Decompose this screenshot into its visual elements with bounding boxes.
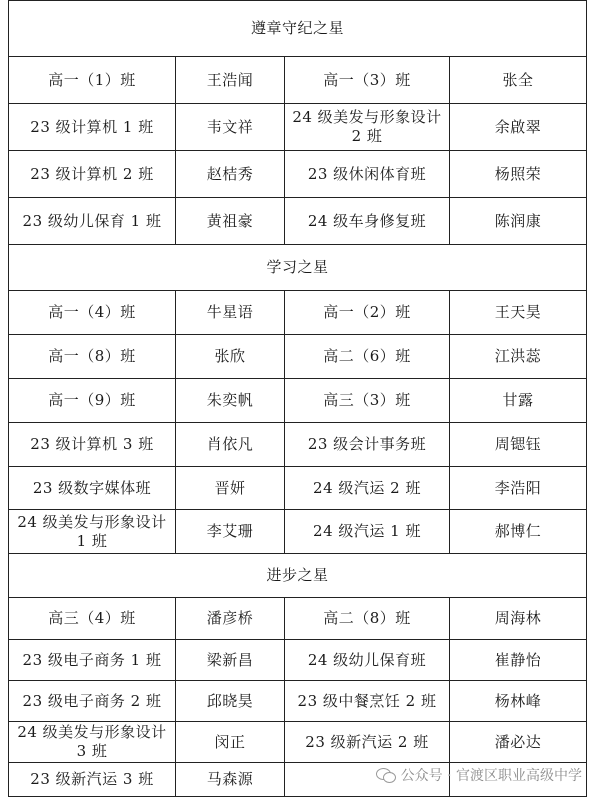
table-row — [9, 467, 587, 510]
student-cell: 潘彦桥 — [176, 598, 285, 640]
class-cell: 23 级休闲体育班 — [285, 151, 450, 198]
student-cell: 周海林 — [450, 598, 587, 640]
student-cell: 杨林峰 — [450, 681, 587, 722]
class-cell: 24 级美发与形象设计 3 班 — [9, 722, 176, 763]
watermark — [376, 765, 582, 785]
class-cell: 23 级会计事务班 — [285, 423, 450, 467]
student-cell: 甘露 — [450, 379, 587, 423]
class-cell: 高三（3）班 — [285, 379, 450, 423]
section-header-row — [9, 245, 587, 291]
class-cell: 23 级数字媒体班 — [9, 467, 176, 510]
wechat-icon — [376, 767, 396, 783]
table-row — [9, 510, 587, 554]
class-cell: 23 级新汽运 3 班 — [9, 763, 176, 797]
section-header-row — [9, 554, 587, 598]
section-title: 进步之星 — [9, 554, 587, 598]
class-cell: 高一（1）班 — [9, 57, 176, 104]
student-cell: 陈润康 — [450, 198, 587, 245]
student-cell: 闵正 — [176, 722, 285, 763]
class-cell: 23 级中餐烹饪 2 班 — [285, 681, 450, 722]
table-row — [9, 379, 587, 423]
table-row — [9, 598, 587, 640]
class-cell: 高二（8）班 — [285, 598, 450, 640]
table-row — [9, 722, 587, 763]
watermark-text: 公众号 · 官渡区职业高级中学 — [400, 768, 582, 784]
student-cell: 邱晓昊 — [176, 681, 285, 722]
student-cell: 王天昊 — [450, 291, 587, 335]
table-row — [9, 104, 587, 151]
class-cell: 23 级电子商务 2 班 — [9, 681, 176, 722]
student-cell: 张全 — [450, 57, 587, 104]
class-cell: 24 级车身修复班 — [285, 198, 450, 245]
table-row — [9, 423, 587, 467]
student-cell: 王浩闻 — [176, 57, 285, 104]
table-row — [9, 198, 587, 245]
student-cell: 郝博仁 — [450, 510, 587, 554]
class-cell: 23 级计算机 1 班 — [9, 104, 176, 151]
student-cell: 朱奕帆 — [176, 379, 285, 423]
class-cell: 23 级计算机 3 班 — [9, 423, 176, 467]
class-cell: 23 级新汽运 2 班 — [285, 722, 450, 763]
student-cell: 李浩阳 — [450, 467, 587, 510]
class-cell: 24 级美发与形象设计 2 班 — [285, 104, 450, 151]
class-cell: 24 级汽运 2 班 — [285, 467, 450, 510]
table-row — [9, 57, 587, 104]
student-cell: 赵桔秀 — [176, 151, 285, 198]
student-cell: 余啟翠 — [450, 104, 587, 151]
class-cell: 高二（6）班 — [285, 335, 450, 379]
student-cell: 崔静怡 — [450, 640, 587, 681]
student-cell: 晋妍 — [176, 467, 285, 510]
student-cell: 牛星语 — [176, 291, 285, 335]
awards-table — [8, 0, 587, 797]
class-cell: 高一（2）班 — [285, 291, 450, 335]
class-cell: 24 级幼儿保育班 — [285, 640, 450, 681]
table-row — [9, 335, 587, 379]
class-cell: 高一（8）班 — [9, 335, 176, 379]
student-cell: 李艾珊 — [176, 510, 285, 554]
class-cell: 高一（9）班 — [9, 379, 176, 423]
class-cell: 24 级美发与形象设计 1 班 — [9, 510, 176, 554]
student-cell: 周锶钰 — [450, 423, 587, 467]
student-cell: 杨照荣 — [450, 151, 587, 198]
class-cell: 24 级汽运 1 班 — [285, 510, 450, 554]
table-row — [9, 291, 587, 335]
class-cell: 高一（3）班 — [285, 57, 450, 104]
student-cell: 张欣 — [176, 335, 285, 379]
student-cell: 梁新昌 — [176, 640, 285, 681]
class-cell: 高三（4）班 — [9, 598, 176, 640]
table-row — [9, 151, 587, 198]
student-cell: 肖依凡 — [176, 423, 285, 467]
student-cell: 黄祖豪 — [176, 198, 285, 245]
section-header-row — [9, 1, 587, 57]
class-cell: 23 级幼儿保育 1 班 — [9, 198, 176, 245]
class-cell: 高一（4）班 — [9, 291, 176, 335]
student-cell: 马森源 — [176, 763, 285, 797]
section-title: 学习之星 — [9, 245, 587, 291]
section-title: 遵章守纪之星 — [9, 1, 587, 57]
student-cell: 潘必达 — [450, 722, 587, 763]
student-cell: 韦文祥 — [176, 104, 285, 151]
student-cell: 江洪蕊 — [450, 335, 587, 379]
table-row — [9, 681, 587, 722]
class-cell: 23 级电子商务 1 班 — [9, 640, 176, 681]
class-cell: 23 级计算机 2 班 — [9, 151, 176, 198]
table-row — [9, 640, 587, 681]
